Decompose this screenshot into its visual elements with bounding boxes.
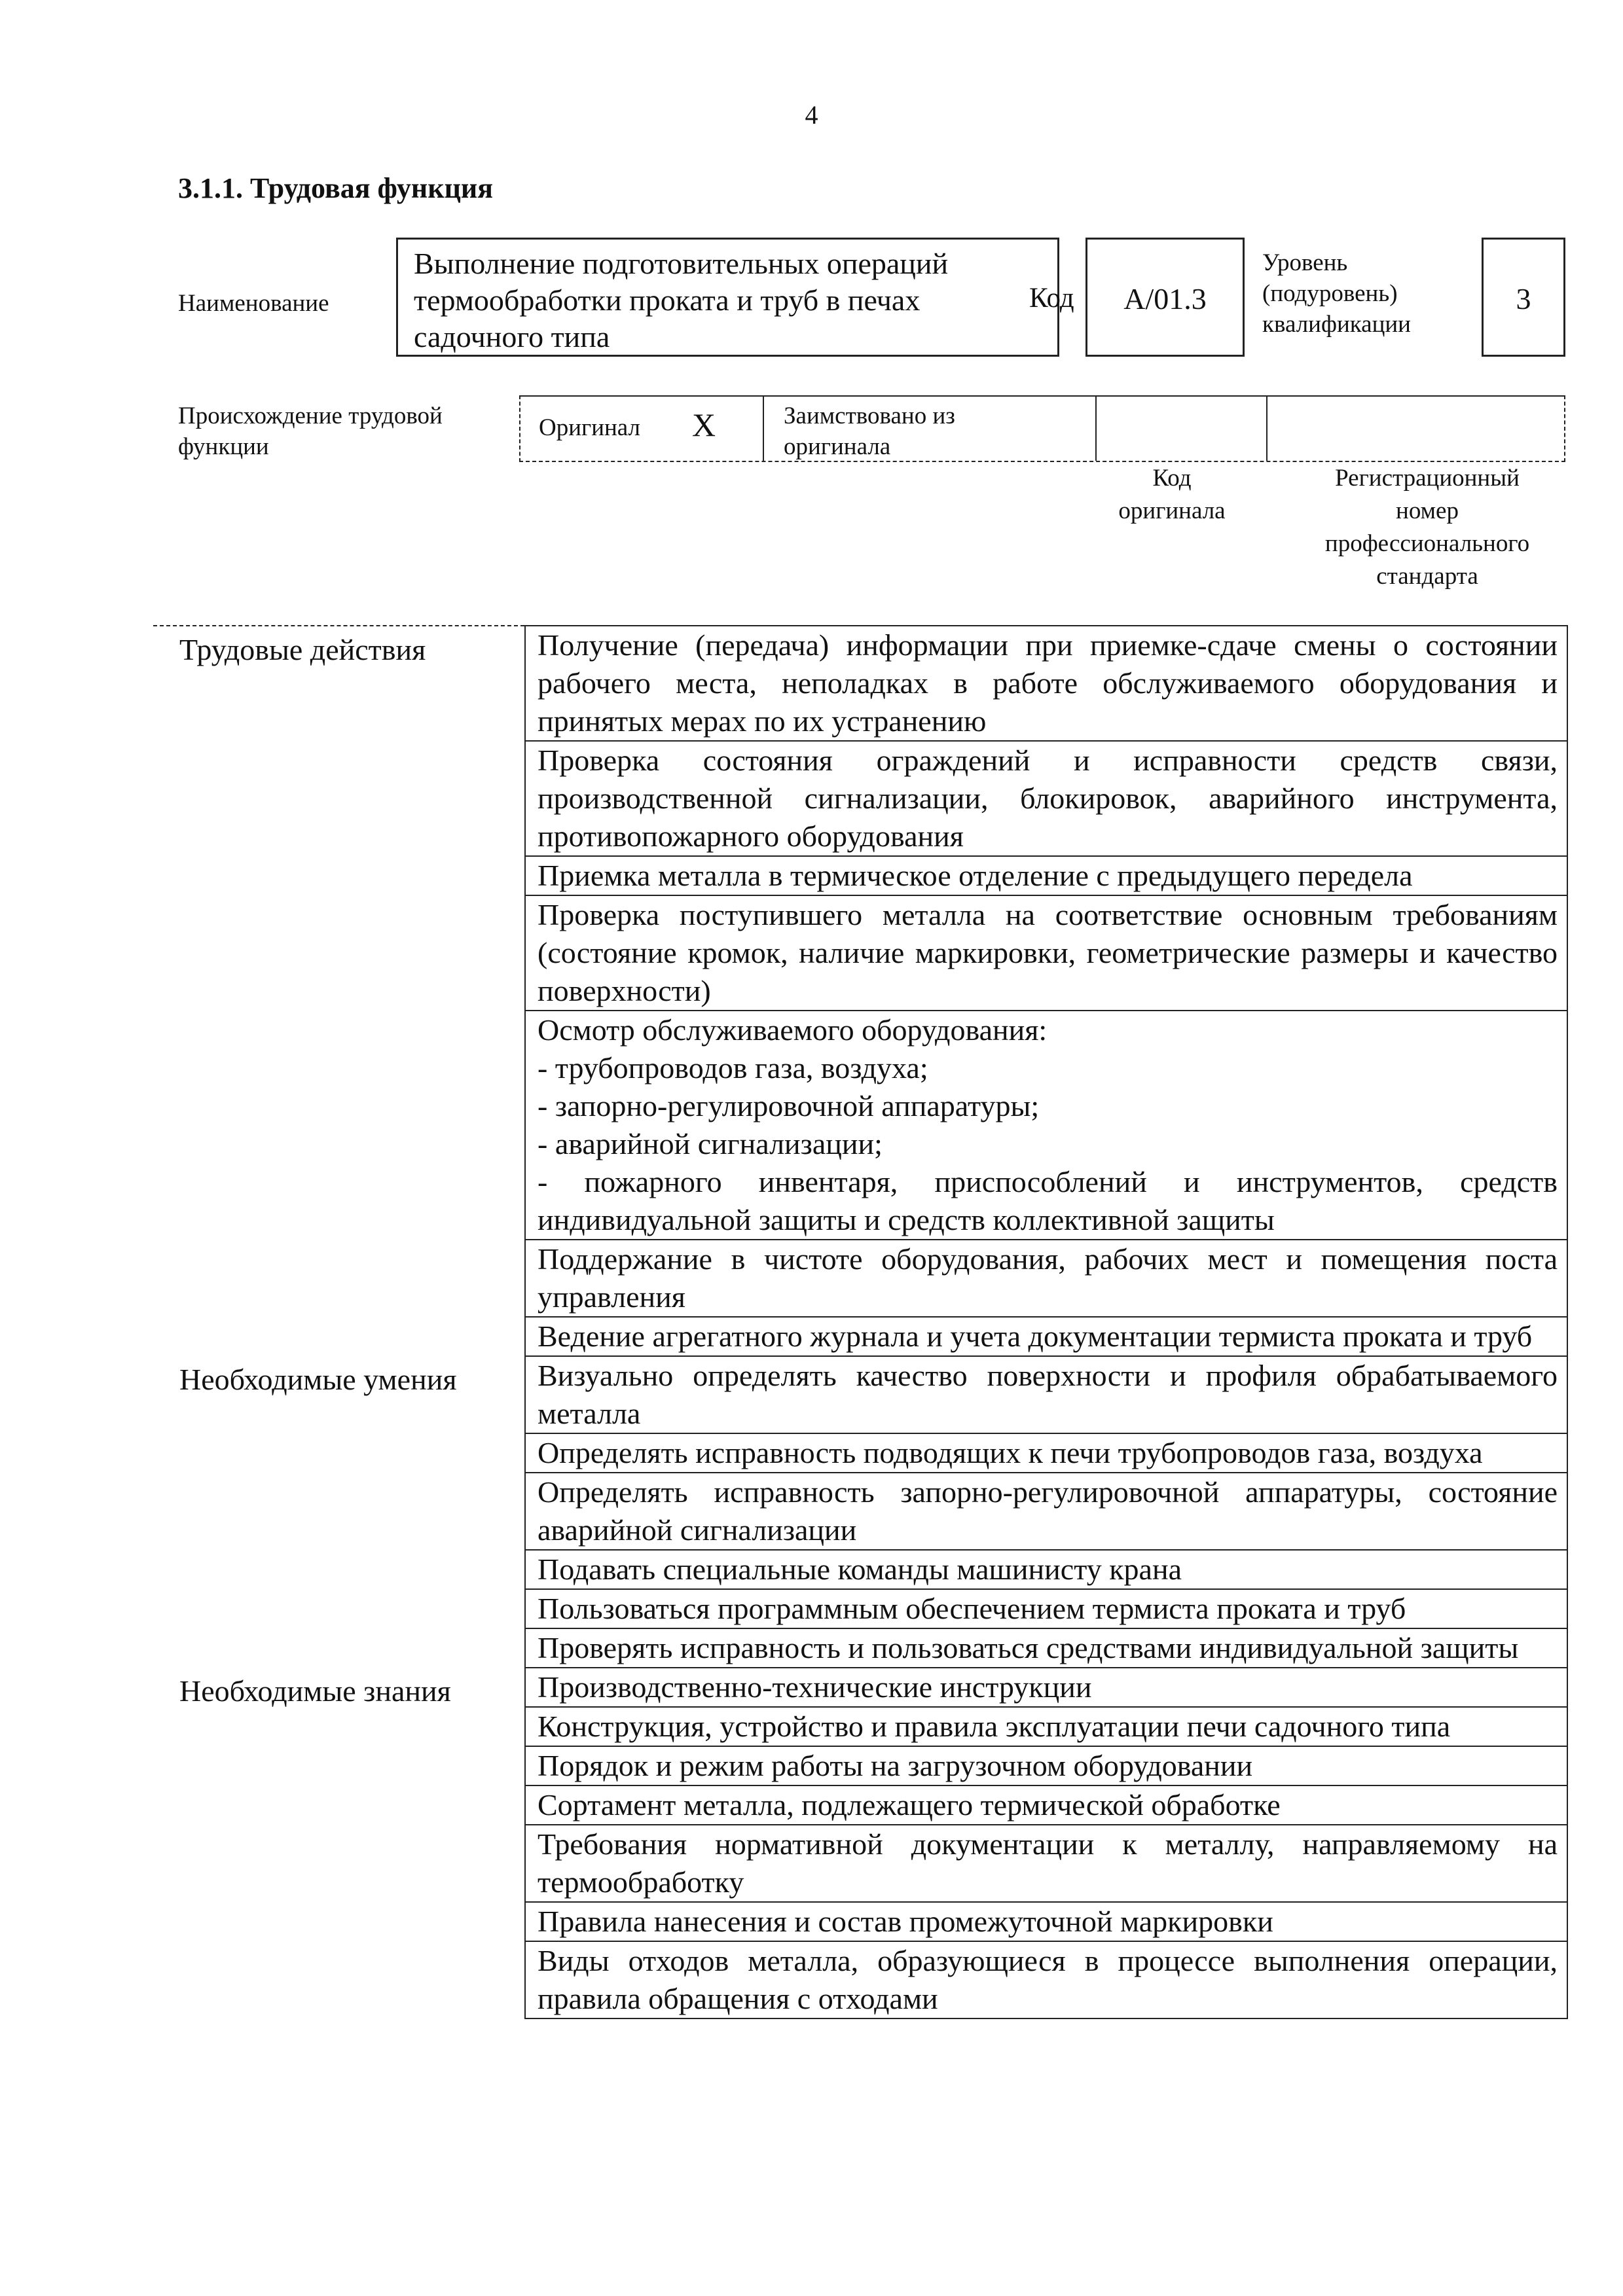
item-line: - пожарного инвентаря, приспособлений и инструментов, средств индивидуальной защиты и средств коллективной защиты xyxy=(538,1165,1558,1236)
table-cell-item: Визуально определять качество поверхности и профиля обрабатываемого металла xyxy=(525,1356,1567,1433)
code-value: А/01.3 xyxy=(1085,238,1245,357)
origin-borrowed-cell xyxy=(764,397,1097,461)
table-cell-item: Порядок и режим работы на загрузочном оборудовании xyxy=(525,1746,1567,1785)
origin-code-cell xyxy=(1097,397,1267,461)
table-cell-item: Поддержание в чистоте оборудования, рабочих мест и помещения поста управления xyxy=(525,1240,1567,1317)
caption-line: Код xyxy=(1152,465,1192,492)
caption-line: стандарта xyxy=(1376,563,1478,590)
level-label-line: квалификации xyxy=(1262,311,1411,338)
borrowed-label-line: Заимствовано из xyxy=(784,403,955,429)
table-cell-item: Подавать специальные команды машинисту крана xyxy=(525,1550,1567,1589)
origin-original-cell xyxy=(520,397,764,461)
table-cell-item: Определять исправность подводящих к печи трубопроводов газа, воздуха xyxy=(525,1433,1567,1473)
registration-number-caption xyxy=(1283,462,1571,593)
table-cell-item: Пользоваться программным обеспечением термиста проката и труб xyxy=(525,1589,1567,1628)
section-heading: 3.1.1. Трудовая функция xyxy=(178,172,494,204)
table-cell-item: Конструкция, устройство и правила эксплуатации печи садочного типа xyxy=(525,1707,1567,1746)
level-label-line: (подуровень) xyxy=(1262,280,1398,307)
table-cell-item: Проверка поступившего металла на соответствие основным требованиям (состояние кромок, наличие маркировки, геометрические размеры и качество поверхности) xyxy=(525,895,1567,1011)
code-label: Код xyxy=(1029,283,1074,314)
caption-line: Регистрационный xyxy=(1335,465,1520,492)
item-line: - запорно-регулировочной аппаратуры; xyxy=(538,1089,1040,1122)
function-name-line: термообработки проката и труб в печах xyxy=(414,283,921,317)
table-cell-item: Определять исправность запорно-регулировочной аппаратуры, состояние аварийной сигнализации xyxy=(525,1473,1567,1550)
name-label: Наименование xyxy=(178,290,329,317)
table-cell-item: Проверять исправность и пользоваться средствами индивидуальной защиты xyxy=(525,1628,1567,1668)
page-number: 4 xyxy=(805,100,818,130)
original-mark: X xyxy=(692,406,716,443)
origin-label-line: функции xyxy=(178,433,269,460)
table-cell-item: Сортамент металла, подлежащего термической обработке xyxy=(525,1785,1567,1825)
table-cell-item: Правила нанесения и состав промежуточной маркировки xyxy=(525,1902,1567,1941)
section-title: Трудовые действия xyxy=(153,626,525,1356)
table-row xyxy=(153,626,1567,741)
table-cell-item: Требования нормативной документации к металлу, направляемому на термообработку xyxy=(525,1825,1567,1902)
code-original-caption xyxy=(1074,462,1270,528)
table-row xyxy=(153,1356,1567,1433)
function-name-line: садочного типа xyxy=(414,320,610,353)
caption-line: профессионального xyxy=(1324,530,1530,557)
table-cell-item: Приемка металла в термическое отделение с предыдущего передела xyxy=(525,856,1567,895)
labor-function-table xyxy=(153,625,1568,2019)
section-title: Необходимые знания xyxy=(153,1668,525,2018)
section-title: Необходимые умения xyxy=(153,1356,525,1668)
item-line: - трубопроводов газа, воздуха; xyxy=(538,1051,928,1085)
function-name-box xyxy=(396,238,1059,357)
level-label-line: Уровень xyxy=(1262,249,1348,276)
table-cell-item: Виды отходов металла, образующиеся в процессе выполнения операции, правила обращения с отходами xyxy=(525,1941,1567,2018)
origin-label xyxy=(178,401,443,462)
original-label: Оригинал xyxy=(539,414,641,441)
item-line: Осмотр обслуживаемого оборудования: xyxy=(538,1013,1048,1047)
qualification-level-label xyxy=(1262,247,1411,340)
table-row xyxy=(153,1668,1567,1707)
origin-table xyxy=(519,395,1565,462)
borrowed-label-line: оригинала xyxy=(784,433,891,460)
item-line: - аварийной сигнализации; xyxy=(538,1127,883,1160)
caption-line: номер xyxy=(1396,497,1459,524)
origin-label-line: Происхождение трудовой xyxy=(178,403,443,429)
table-cell-item: Получение (передача) информации при приемке-сдаче смены о состоянии рабочего места, неполадках в работе обслуживаемого оборудования и принятых мерах по их устранению xyxy=(525,626,1567,741)
qualification-level-value: 3 xyxy=(1482,238,1565,357)
function-name-line: Выполнение подготовительных операций xyxy=(414,247,949,280)
table-cell-item: Проверка состояния ограждений и исправности средств связи, производственной сигнализации, блокировок, аварийного инструмента, противопожарного оборудования xyxy=(525,741,1567,856)
table-cell-item: Ведение агрегатного журнала и учета документации термиста проката и труб xyxy=(525,1317,1567,1356)
table-cell-item xyxy=(525,1011,1567,1240)
caption-line: оригинала xyxy=(1118,497,1226,524)
table-cell-item: Производственно-технические инструкции xyxy=(525,1668,1567,1707)
borrowed-label xyxy=(784,401,955,462)
